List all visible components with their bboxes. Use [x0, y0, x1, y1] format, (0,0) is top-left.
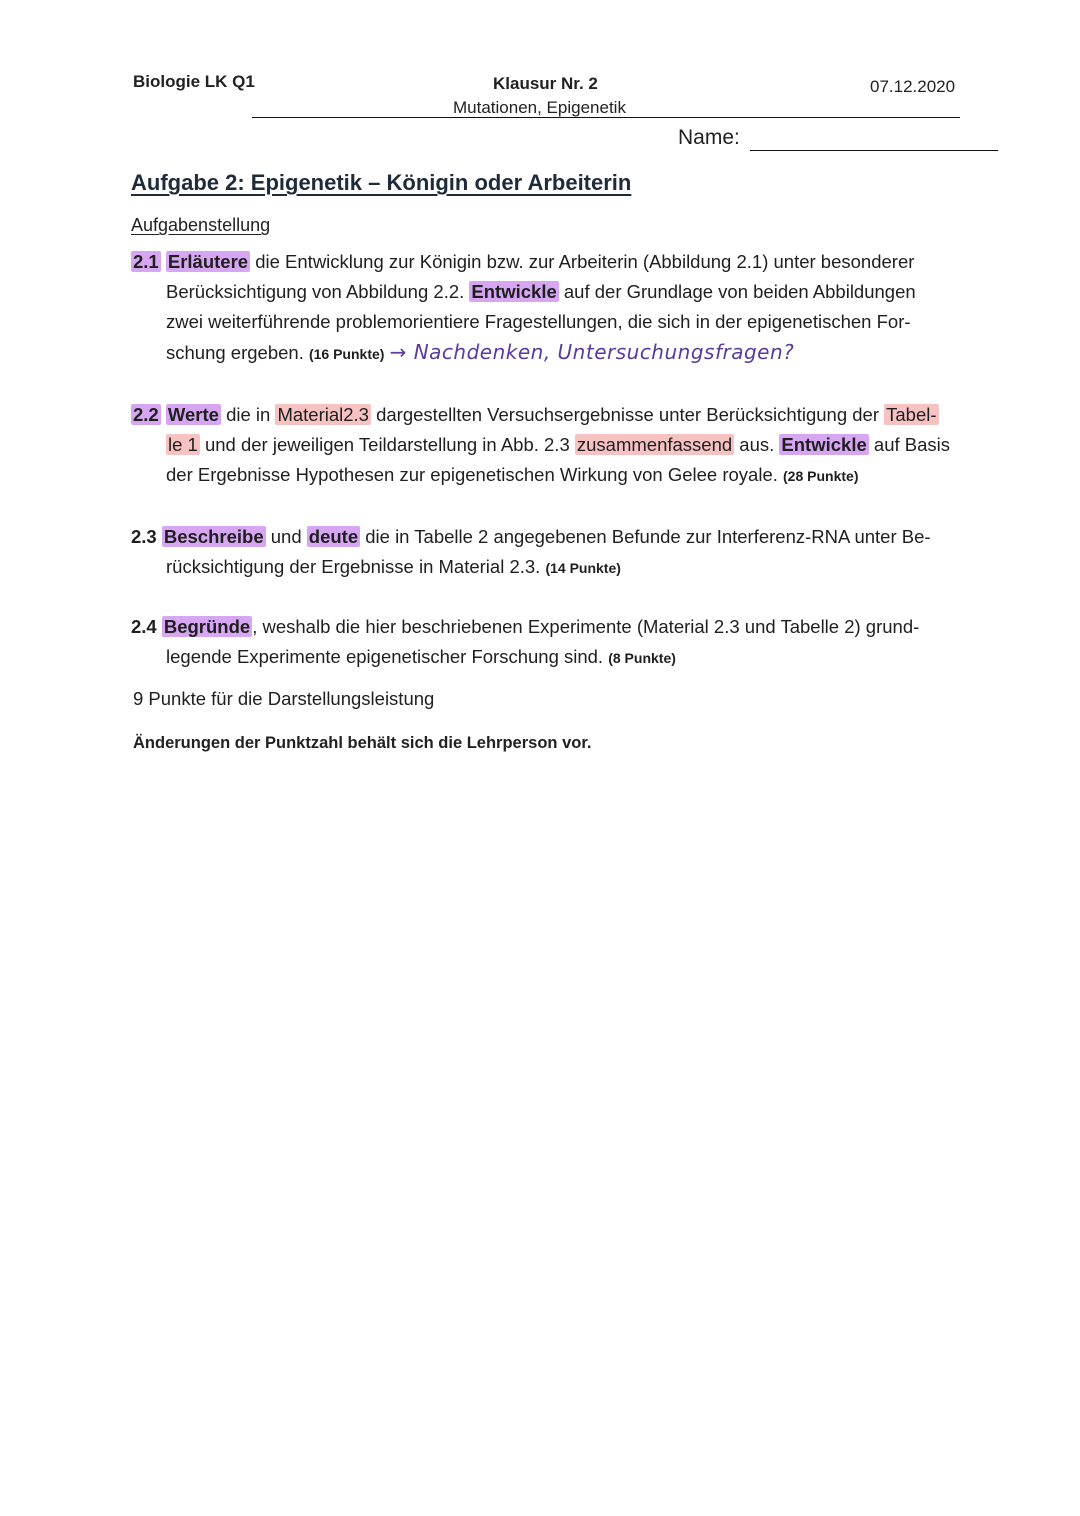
- operator-verb: deute: [308, 526, 359, 547]
- task-text: zwei weiterführende problemorientiere Fragestellungen, die sich in der epigenetischen For-: [166, 311, 911, 332]
- task-number: 2.3: [131, 526, 157, 547]
- task-text: legende Experimente epigenetischer Forschung sind.: [166, 646, 609, 667]
- topic-label: Mutationen, Epigenetik: [453, 98, 626, 117]
- task-text: und: [265, 526, 307, 547]
- presentation-points: 9 Punkte für die Darstellungsleistung: [133, 688, 435, 709]
- reference-highlight: Tabel-: [886, 404, 937, 425]
- task-text: , weshalb die hier beschriebenen Experimente (Material 2.3 und Tabelle 2) grund-: [252, 616, 920, 637]
- task-text: und der jeweiligen Teildarstellung in Abb. 2.3: [199, 434, 575, 455]
- name-label: Name:: [678, 126, 740, 149]
- task-text: die in Tabelle 2 angegebenen Befunde zur Interferenz-RNA unter Be-: [360, 526, 931, 547]
- points: (28 Punkte): [783, 468, 859, 484]
- task-text: schung ergeben.: [166, 342, 309, 363]
- task-text: auf der Grundlage von beiden Abbildungen: [558, 281, 916, 302]
- task-2-2: [131, 400, 991, 491]
- task-2-3: [131, 522, 991, 583]
- name-line: [750, 150, 998, 151]
- section-subtitle: Aufgabenstellung: [131, 215, 271, 235]
- points-disclaimer: Änderungen der Punktzahl behält sich die Lehrperson vor.: [133, 734, 592, 752]
- exam-label: Klausur Nr. 2: [493, 74, 598, 93]
- operator-verb: Entwickle: [471, 281, 557, 302]
- task-text: rücksichtigung der Ergebnisse in Material 2.3.: [166, 556, 546, 577]
- header-rule: [252, 117, 960, 118]
- course-label: Biologie LK Q1: [133, 72, 255, 91]
- operator-verb: Entwickle: [781, 434, 867, 455]
- reference-highlight: Material2.3: [277, 404, 369, 425]
- handwritten-note: → Nachdenken, Untersuchungsfragen?: [389, 340, 795, 364]
- reference-highlight: le 1: [168, 434, 198, 455]
- operator-verb: Begründe: [163, 616, 251, 637]
- points: (14 Punkte): [545, 560, 621, 576]
- task-2-4: [131, 612, 991, 673]
- task-number: 2.4: [131, 616, 157, 637]
- points: (16 Punkte): [308, 346, 385, 362]
- date-label: 07.12.2020: [870, 77, 956, 96]
- operator-verb: Beschreibe: [163, 526, 264, 547]
- task-text: dargestellten Versuchsergebnisse unter Berücksichtigung der: [370, 404, 885, 425]
- task-text: aus.: [734, 434, 780, 455]
- task-text: die in: [220, 404, 276, 425]
- task-text: der Ergebnisse Hypothesen zur epigenetischen Wirkung von Gelee royale.: [166, 464, 784, 485]
- task-number: 2.2: [133, 404, 159, 425]
- operator-verb: Erläutere: [167, 251, 249, 272]
- task-text: die Entwicklung zur Königin bzw. zur Arbeiterin (Abbildung 2.1) unter besonderer: [250, 251, 915, 272]
- page-title: Aufgabe 2: Epigenetik – Königin oder Arbeiterin: [131, 170, 632, 195]
- task-2-1: [131, 247, 991, 369]
- task-text: Berücksichtigung von Abbildung 2.2.: [166, 281, 470, 302]
- operator-verb: Werte: [167, 404, 219, 425]
- points: (8 Punkte): [608, 650, 676, 666]
- task-number: 2.1: [133, 251, 159, 272]
- reference-highlight: zusammenfassend: [576, 434, 733, 455]
- task-text: auf Basis: [868, 434, 951, 455]
